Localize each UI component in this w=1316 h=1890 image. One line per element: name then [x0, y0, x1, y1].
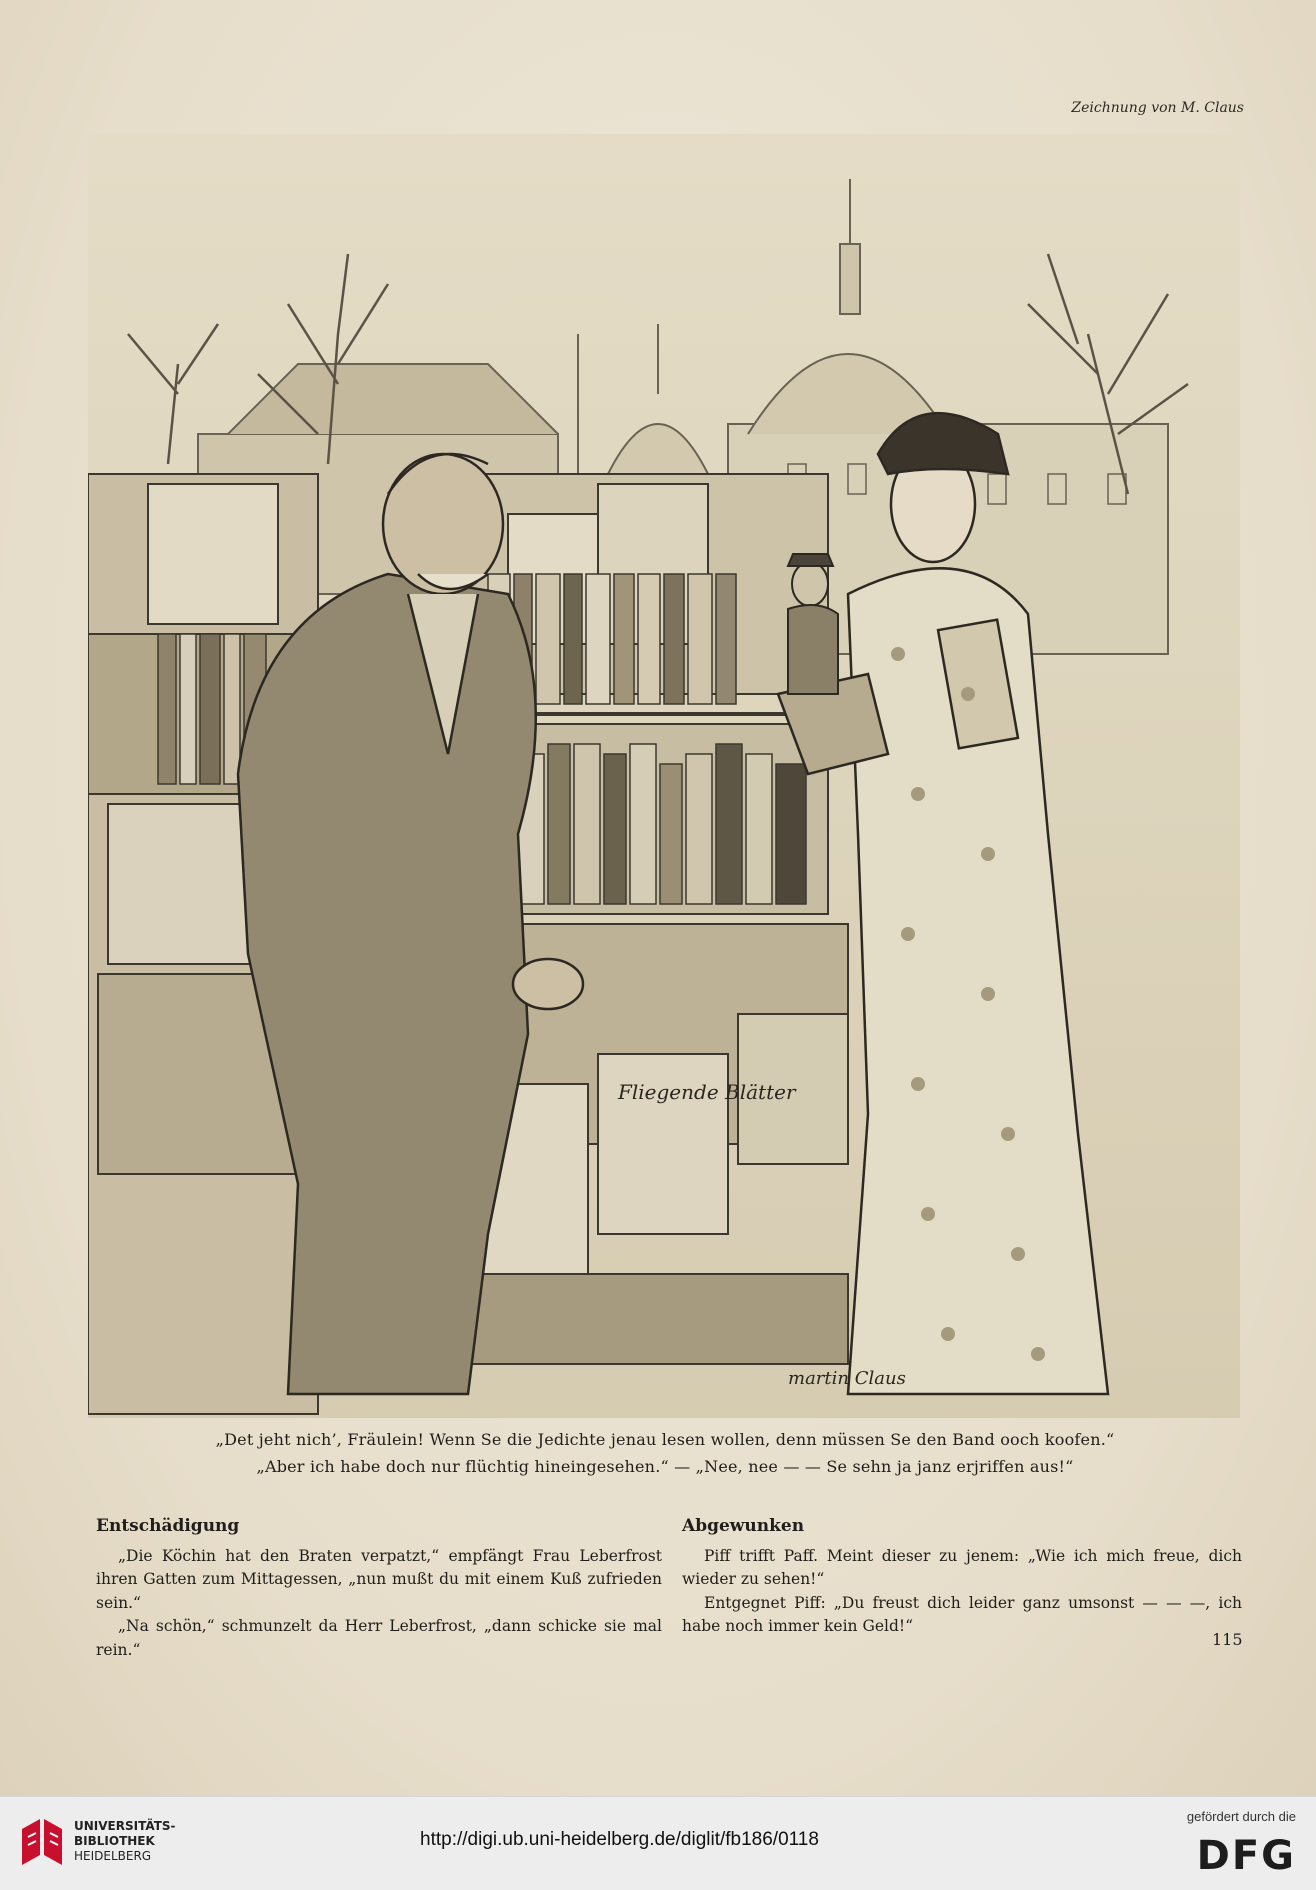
joke-heading: Entschädigung: [96, 1516, 240, 1536]
joke-paragraph: „Na schön,“ schmunzelt da Herr Leberfrost, „dann schicke sie mal rein.“: [96, 1617, 662, 1659]
cartoon-illustration: [88, 134, 1240, 1418]
artist-signature: martin Claus: [788, 1368, 906, 1389]
joke-paragraph: Entgegnet Piff: „Du freust dich leider ganz umsonst — — —, ich habe noch immer kein Geld!“: [682, 1593, 1242, 1635]
institution-line: BIBLIOTHEK: [74, 1834, 155, 1848]
joke-abgewunken: [682, 1515, 1242, 1639]
joke-entschaedigung: [96, 1515, 662, 1662]
university-library-logo-icon: [18, 1815, 68, 1869]
institution-name: [74, 1819, 176, 1864]
cartoon-drawing: [88, 134, 1240, 1418]
joke-heading: Abgewunken: [682, 1516, 805, 1536]
digitization-footer: [0, 1796, 1316, 1890]
joke-paragraph: „Die Köchin hat den Braten verpatzt,“ empfängt Frau Leberfrost ihren Gatten zum Mittagessen, „nun mußt du mit einem Kuß zufrieden sein.“: [96, 1546, 662, 1612]
joke-paragraph: Piff trifft Paff. Meint dieser zu jenem: „Wie ich mich freue, dich wieder zu sehen!“: [682, 1546, 1242, 1588]
cartoon-caption: [90, 1426, 1240, 1480]
institution-line: UNIVERSITÄTS-: [74, 1819, 176, 1833]
funding-label: gefördert durch die: [1186, 1809, 1296, 1824]
caption-line-2: „Aber ich habe doch nur flüchtig hineingesehen.“ — „Nee, nee — — Se sehn ja janz erjriffen aus!“: [256, 1457, 1074, 1476]
dfg-logo: DFG: [1196, 1833, 1296, 1879]
illustration-credit: Zeichnung von M. Claus: [1071, 100, 1244, 116]
institution-line: HEIDELBERG: [74, 1849, 152, 1863]
fliegende-blaetter-poster: Fliegende Blätter: [618, 1080, 796, 1104]
permalink-url[interactable]: http://digi.ub.uni-heidelberg.de/diglit/fb186/0118: [420, 1829, 819, 1850]
page-number: 115: [1212, 1630, 1243, 1649]
caption-line-1: „Det jeht nich’, Fräulein! Wenn Se die Jedichte jenau lesen wollen, denn müssen Se den Band ooch koofen.“: [215, 1430, 1115, 1449]
